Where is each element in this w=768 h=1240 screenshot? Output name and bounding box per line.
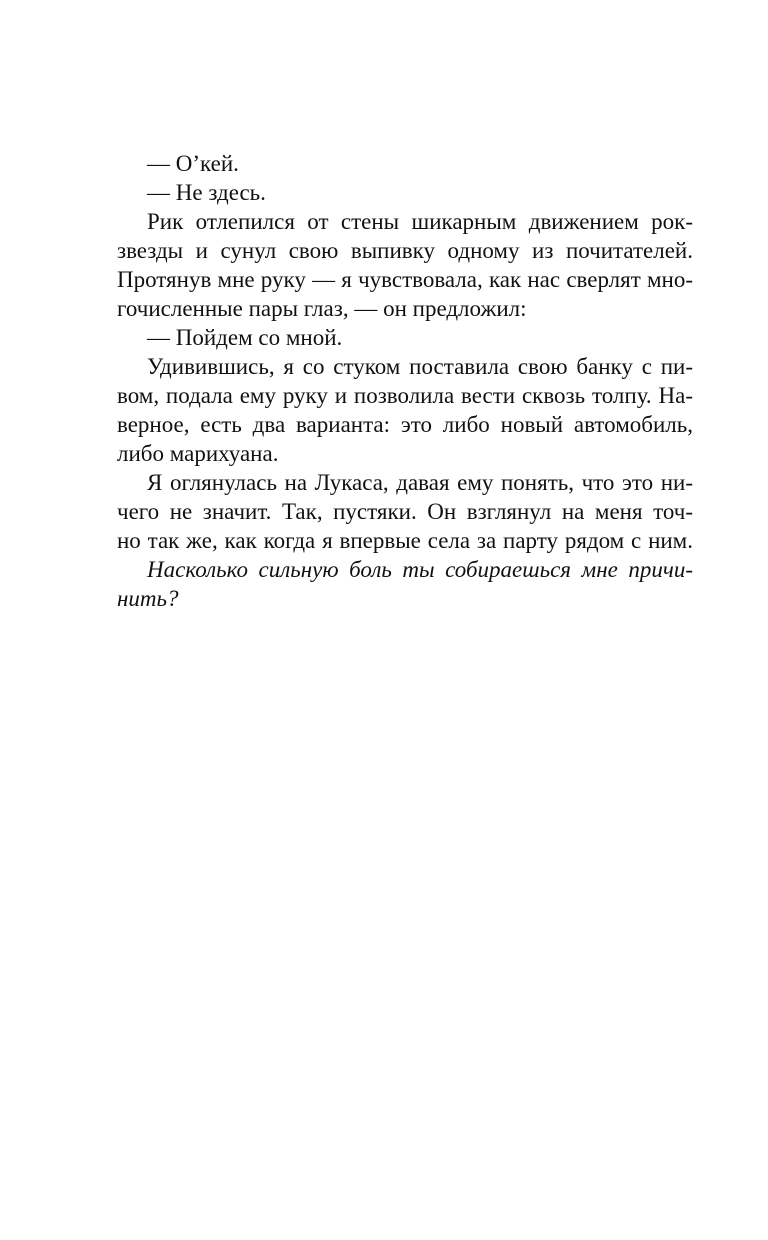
paragraph-line: Протянув мне руку — я чувствовала, как нас сверлят мно- xyxy=(117,267,693,292)
paragraph-line: верное, есть два варианта: это либо новый автомобиль, xyxy=(117,412,693,437)
paragraph-line: либо марихуана. xyxy=(117,441,279,466)
dialogue-line: — Пойдем со мной. xyxy=(147,325,343,350)
paragraph-line: гочисленные пары глаз, — он предложил: xyxy=(117,296,527,321)
paragraph-line: вом, подала ему руку и позволила вести сквозь толпу. На- xyxy=(117,383,693,408)
paragraph-line: Удивившись, я со стуком поставила свою банку с пи- xyxy=(147,354,693,379)
dialogue-line: — О’кей. xyxy=(147,151,239,176)
italic-thought-line: нить? xyxy=(117,586,179,611)
body-text xyxy=(117,149,693,613)
paragraph-line: Рик отлепился от стены шикарным движением рок- xyxy=(147,209,693,234)
dialogue-line: — Не здесь. xyxy=(147,180,266,205)
paragraph-line: Я оглянулась на Лукаса, давая ему понять, что это ни- xyxy=(147,470,693,495)
paragraph-line: но так же, как когда я впервые села за парту рядом с ним. xyxy=(117,528,693,553)
paragraph-line: звезды и сунул свою выпивку одному из почитателей. xyxy=(117,238,693,263)
paragraph-line: чего не значит. Так, пустяки. Он взглянул на меня точ- xyxy=(117,499,693,524)
italic-thought-line: Насколько сильную боль ты собираешься мне причи- xyxy=(147,557,693,582)
